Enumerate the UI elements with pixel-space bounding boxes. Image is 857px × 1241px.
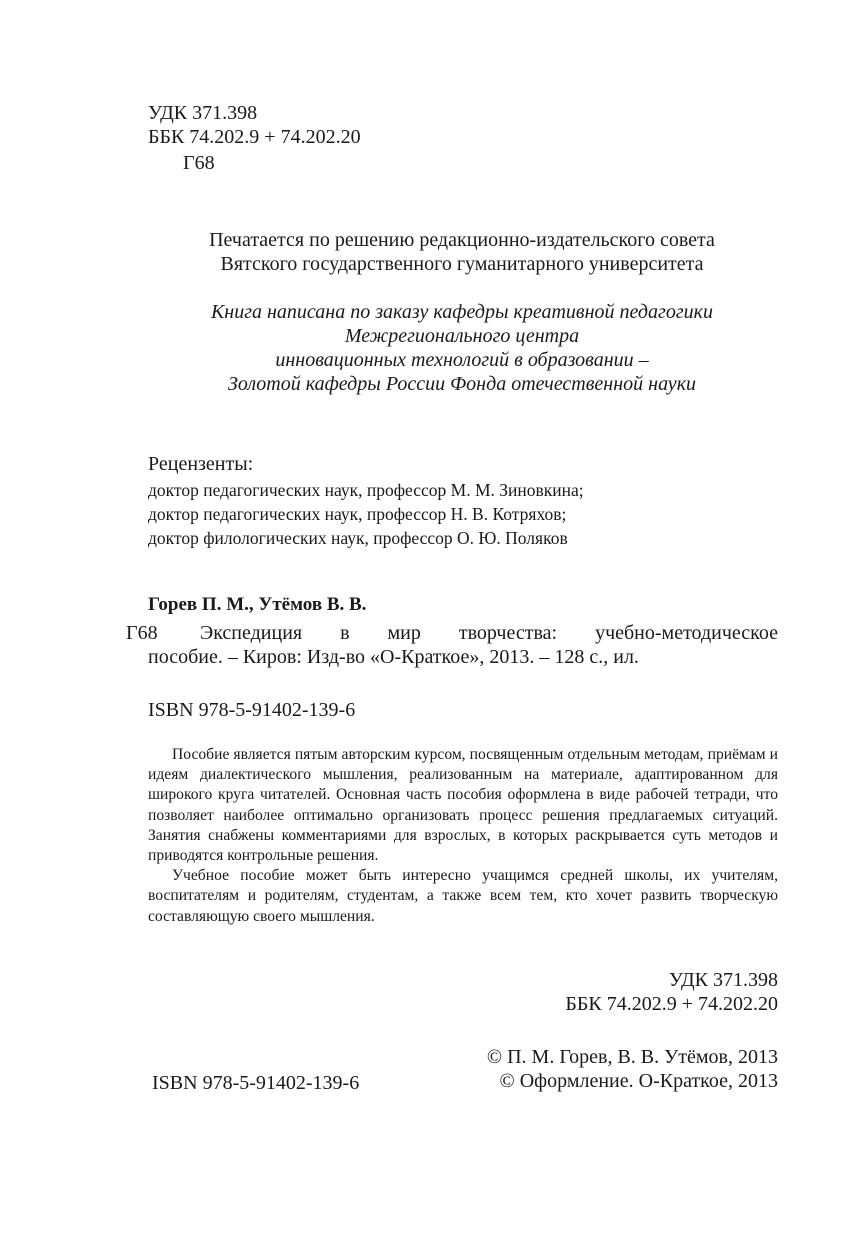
commission-note xyxy=(148,300,776,396)
author-mark: Г68 xyxy=(183,152,215,174)
authors-heading: Горев П. М., Утёмов В. В. xyxy=(148,594,367,615)
annotation-paragraph: Пособие является пятым авторским курсом, посвященным отдельным методам, приёмам и идеям диалектического мышления, реализованным на материале, адаптированном для широкого круга читателей. Основная часть пособия оформлена в виде рабочей тетради, что позволяет наиболее оптимально организовать процесс решения предлагаемых ситуаций. Занятия снабжены комментариями для взрослых, в которых раскрывается суть методов и приводятся контрольные решения. xyxy=(148,746,778,865)
annotation xyxy=(148,745,778,927)
isbn: ISBN 978-5-91402-139-6 xyxy=(148,699,356,721)
reviewer-item: доктор педагогических наук, профессор М. М. Зиновкина; xyxy=(148,480,584,500)
reviewers-list xyxy=(148,478,584,550)
reviewer-item: доктор филологических наук, профессор О. Ю. Поляков xyxy=(148,528,568,548)
reviewer-item: доктор педагогических наук, профессор Н. В. Котряхов; xyxy=(148,504,567,524)
copyright-design: © Оформление. О-Краткое, 2013 xyxy=(499,1070,778,1092)
bibliographic-entry xyxy=(148,621,778,669)
bib-title-line: Экспедиция в мир творчества: учебно-методическое xyxy=(200,622,778,644)
commission-line: Межрегионального центра xyxy=(344,325,580,347)
bib-publisher-line: пособие. – Киров: Изд-во «О-Краткое», 2013. – 128 с., ил. xyxy=(148,646,639,668)
print-decision-line: Печатается по решению редакционно-издательского совета xyxy=(209,229,715,251)
reviewers-heading: Рецензенты: xyxy=(148,453,254,475)
print-decision-line: Вятского государственного гуманитарного университета xyxy=(220,253,704,275)
footer-bbk: ББК 74.202.9 + 74.202.20 xyxy=(565,993,778,1015)
commission-line: Книга написана по заказу кафедры креативной педагогики xyxy=(211,301,713,323)
copyright-block xyxy=(378,1045,778,1093)
bib-author-mark: Г68 xyxy=(126,622,158,644)
footer-classification xyxy=(478,968,778,1016)
print-decision-note xyxy=(148,228,776,276)
footer-isbn: ISBN 978-5-91402-139-6 xyxy=(152,1072,360,1094)
classification-block xyxy=(148,101,361,149)
commission-line: Золотой кафедры России Фонда отечественной науки xyxy=(227,373,697,395)
bbk-code: ББК 74.202.9 + 74.202.20 xyxy=(148,126,361,148)
udk-code: УДК 371.398 xyxy=(148,102,258,124)
copyright-authors: © П. М. Горев, В. В. Утёмов, 2013 xyxy=(486,1046,778,1068)
annotation-paragraph: Учебное пособие может быть интересно учащимся средней школы, их учителям, воспитателям и родителям, студентам, а также всем тем, кто хочет развить творческую составляющую своего мышления. xyxy=(148,867,778,925)
commission-line: инновационных технологий в образовании – xyxy=(275,349,649,371)
footer-udk: УДК 371.398 xyxy=(668,969,778,991)
